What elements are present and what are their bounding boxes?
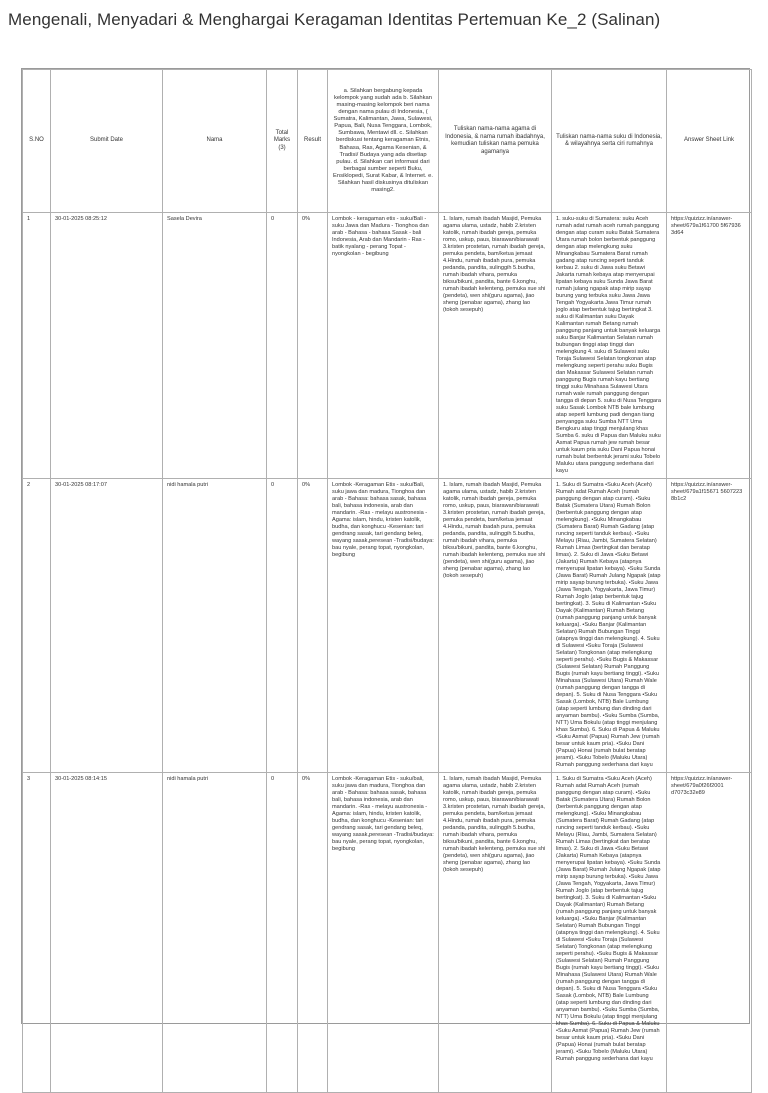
cell-sno: 2 xyxy=(23,479,51,773)
cell-name: nidi hamala putri xyxy=(163,479,267,773)
cell-answer-3: 1. Suku di Sumatra •Suku Aceh (Aceh) Rumah adat Rumah Aceh (rumah panggung dengan atap curam). •Suku Batak (Sumatera Utara) Rumah Bolon (berbentuk panggung dengan atap melengkung). •Suku Minangkabau (Sumatera Barat) Rumah Gadang (atap runcing seperti tanduk kerbau). •Suku Melayu (Riau, Jambi, Sumatera Selatan) Rumah Limas (bertingkat dan beratap limas). 2. Suku di Jawa •Suku Betawi (Jakarta) Rumah Kebaya (atapnya menyerupai lipatan kebaya). •Suku Sunda (Jawa Barat) Rumah Julang Ngapak (atap mirip sayap burung terbuka). •Suku Jawa (Jawa Tengah, Yogyakarta, Jawa Timur) Rumah Joglo (atap berbentuk tajug bertingkat). 3. Suku di Kalimantan •Suku Dayak (Kalimantan) Rumah Betang (rumah panggung panjang untuk banyak keluarga). •Suku Banjar (Kalimantan Selatan) Rumah Bubungan Tinggi (atapnya tinggi dan melengkung). 4. Suku di Sulawesi •Suku Toraja (Sulawesi Selatan) Tongkonan (atap melengkung seperti perahu). •Suku Bugis & Makassar (Sulawesi Selatan) Rumah Panggung Bugis (rumah kayu bertiang tinggi). •Suku Minahasa (Sulawesi Utara) Rumah Wale (rumah panggung dengan tangga di depan). 5. Suku di Nusa Tenggara •Suku Sasak (Lombok, NTB) Bale Lumbung (atap seperti lumbung dan dinding dari anyaman bambu). •Suku Sumba (Sumba, NTT) Uma Bokulu (atap tinggi menjulang khas Sumba). 6. Suku di Papua & Maluku •Suku Asmat (Papua) Rumah Jew (rumah besar untuk kaum pria). •Suku Dani (Papua) Honai (rumah bulat beratap jerami). •Suku Tobelo (Maluku Utara) Rumah panggung sederhana dari kayu xyxy=(552,773,667,1093)
cell-marks: 0 xyxy=(267,213,298,479)
table-row xyxy=(23,213,752,479)
table-row xyxy=(23,773,752,1093)
cell-marks: 0 xyxy=(267,773,298,1093)
cell-name: nidi hamala putri xyxy=(163,773,267,1093)
col-submit-date: Submit Date xyxy=(51,70,163,213)
cell-marks: 0 xyxy=(267,479,298,773)
cell-name: Sasela Devira xyxy=(163,213,267,479)
col-answer-sheet-link: Answer Sheet Link xyxy=(667,70,752,213)
cell-answer-3: 1. Suku di Sumatra •Suku Aceh (Aceh) Rumah adat Rumah Aceh (rumah panggung dengan atap curam). •Suku Batak (Sumatera Utara) Rumah Bolon (berbentuk panggung dengan atap melengkung). •Suku Minangkabau (Sumatera Barat) Rumah Gadang (atap runcing seperti tanduk kerbau). •Suku Melayu (Riau, Jambi, Sumatera Selatan) Rumah Limas (bertingkat dan beratap limas). 2. Suku di Jawa •Suku Betawi (Jakarta) Rumah Kebaya (atapnya menyerupai lipatan kebaya). •Suku Sunda (Jawa Barat) Rumah Julang Ngapak (atap mirip sayap burung terbuka). •Suku Jawa (Jawa Tengah, Yogyakarta, Jawa Timur) Rumah Joglo (atap berbentuk tajug bertingkat). 3. Suku di Kalimantan •Suku Dayak (Kalimantan) Rumah Betang (rumah panggung panjang untuk banyak keluarga). •Suku Banjar (Kalimantan Selatan) Rumah Bubungan Tinggi (atapnya tinggi dan melengkung). 4. Suku di Sulawesi •Suku Toraja (Sulawesi Selatan) Tongkonan (atap melengkung seperti perahu). •Suku Bugis & Makassar (Sulawesi Selatan) Rumah Panggung Bugis (rumah kayu bertiang tinggi). •Suku Minahasa (Sulawesi Utara) Rumah Wale (rumah panggung dengan tangga di depan). 5. Suku di Nusa Tenggara •Suku Sasak (Lombok, NTB) Bale Lumbung (atap seperti lumbung dan dinding dari anyaman bambu). •Suku Sumba (Sumba, NTT) Uma Bokulu (atap tinggi menjulang khas Sumba). 6. Suku di Papua & Maluku •Suku Asmat (Papua) Rumah Jew (rumah besar untuk kaum pria). •Suku Dani (Papua) Honai (rumah bulat beratap jerami). •Suku Tobelo (Maluku Utara) Rumah panggung sederhana dari kayu xyxy=(552,479,667,773)
cell-submit-date: 30-01-2025 08:14:15 xyxy=(51,773,163,1093)
col-question-2: Tuliskan nama-nama agama di Indonesia, & nama rumah ibadahnya, kemudian tuliskan nama pemuka agamanya xyxy=(439,70,552,213)
cell-answer-sheet-link[interactable]: https://quizizz.in/answer-sheet/679a1f15671 5607223 8b1c2 xyxy=(667,479,752,773)
report-table xyxy=(22,69,752,1093)
cell-answer-1: Lombok -Keragaman Etis - suku/Bali, suku jawa dan madura, Tionghoa dan arab - Bahasa: bahasa sasak, bahasa bali, bahasa indonesia, arab dan mandarin. -Ras - melayu austronesia - Agama: islam, hindu, kristen katolik, budha, dan konghucu -Kesenian: tari gendrang sasak, tari gendang beleq, wayang sasak,peresean -Tradisi/budaya: bau nyale, perang topat, nyongkolan, begibung xyxy=(328,479,439,773)
col-question-1: a. Silahkan bergabung kepada kelompok yang sudah ada b. Silahkan masing-masing kelompok beri nama dengan nama pulau di Indonesia, ( Sumatra, Kalimantan, Jawa, Sulawesi, Papua, Bali, Nusa Tenggara, Lombok, Sumbawa, Mentawi dll. c. Silahkan berdiskusi tentang keragaman Etnis, Bahasa, Ras, Agama Kesenian, & Tradisi/ Budaya yang ada disetiap pulau. d. Silahkan cari informasi dari berbagai sumber seperti Buku, Ensiklopedi, Surat Kabar, & Internet. e. Silahkan hasil diskusinya dituliskan masing2. xyxy=(328,70,439,213)
table-row xyxy=(23,479,752,773)
cell-sno: 1 xyxy=(23,213,51,479)
cell-result: 0% xyxy=(298,479,328,773)
page-title: Mengenali, Menyadari & Menghargai Keragaman Identitas Pertemuan Ke_2 (Salinan) xyxy=(8,10,661,29)
col-result: Result xyxy=(298,70,328,213)
cell-result: 0% xyxy=(298,773,328,1093)
cell-submit-date: 30-01-2025 08:17:07 xyxy=(51,479,163,773)
report-sheet xyxy=(21,68,750,1062)
cell-result: 0% xyxy=(298,213,328,479)
cell-submit-date: 30-01-2025 08:25:12 xyxy=(51,213,163,479)
cell-answer-3: 1. suku-suku di Sumatera: suku Aceh rumah adat rumah aceh rumah panggung dengan atap curam suku Batak Sumatera Utara rumah bolon berbentuk panggung dengan atap melengkung suku Minangkabau Sumatera Barat rumah gadang atap runcing seperti tanduk kerbau 2. suku di Jawa suku Betawi Jakarta rumah kebaya atap menyerupai lipatan kebaya suku Sunda Jawa Barat rumah julang ngapak atap mirip sayap burung yang terbuka suku Jawa Jawa Tengah Yogyakarta Jawa Timur rumah joglo atap berbentuk tajug bertingkat 3. suku di Kalimantan suku Dayak Kalimantan rumah Betang rumah panggung panjang untuk banyak keluarga suku Banjar Kalimantan Selatan rumah bubungan tinggi atap tinggi dan melengkung 4. suku di Sulawesi suku Toraja Sulawesi Selatan tongkonan atap melengkung seperti perahu suku Bugis dan Makassar Sulawesi Selatan rumah panggung Bugis rumah kayu bertiang tinggi suku Minahasa Sulawesi Utara rumah wale rumah panggung dengan tangga di depan 5. suku di Nusa Tenggara suku Sasak Lombok NTB bale lumbung atap seperti lumbung padi dengan tiang penyangga suku Sumba NTT Uma Bengkuru atap tinggi menjulang khas Sumba 6. suku di Papua dan Maluku suku Asmat Papua rumah jew rumah besar untuk kaum pria suku Dani Papua honai rumah bulat berbentuk jerami suku Tobelo Maluku utara panggung sederhana dari kayu xyxy=(552,213,667,479)
cell-answer-1: Lombok -Keragaman Etis - suku/bali, suku jawa dan madura, Tionghoa dan arab - Bahasa: bahasa sasak, bahasa bali, bahasa indonesia, arab dan mandarin. -Ras - melayu austronesia - Agama: islam, hindu, kristen katolik, budha, dan konghucu -Kesenian: tari gendrang sasak, tari gendang beleq, wayang sasak,peresean -Tradisi/budaya: bau nyale, perang topat, nyongkolan, begibung xyxy=(328,773,439,1093)
col-sno: S.NO xyxy=(23,70,51,213)
cell-answer-2: 1. Islam, rumah ibadah Masjid, Pemuka agama ulama, ustadz, habib 2.kristen katolik, rumah ibadah gereja, pemuka romo, uskup, paus, biarawan/biarawati 3.kristen prostetan, rumah ibadah gereja, pemuka pendeta, bam/ketua jemaat 4.Hindu, rumah ibadah pura, pemuka pedanda, pandita, sulinggih 5.budha, rumah ibadah vihara, pemuka biksu/bikuni, pandita, bante 6.konghu, rumah ibadah kelenteng, pemuka xue shi (pendeta), wen shi(guru agama), jiao sheng (penabar agama), zhang lao (tokoh sesepuh) xyxy=(439,773,552,1093)
cell-answer-2: 1. Islam, rumah ibadah Masjid, Pemuka agama ulama, ustadz, habib 2.kristen katolik, rumah ibadah gereja, pemuka romo, uskup, paus, biarawan/biarawati 3.kristen prostetan, rumah ibadah gereja, pemuka pendeta, bam/ketua jemaat 4.Hindu, rumah ibadah pura, pemuka pedanda, pandita, sulinggih 5.budha, rumah ibadah vihara, pemuka biksu/bikuni, pandita, bante 6.konghu, rumah ibadah kelenteng, pemuka xue shi (pendeta), wen shi(guru agama), jiao sheng (penabar agama), zhang lao (tokoh sesepuh) xyxy=(439,213,552,479)
cell-answer-2: 1. Islam, rumah ibadah Masjid, Pemuka agama ulama, ustadz, habib 2.kristen katolik, rumah ibadah gereja, pemuka romo, uskup, paus, biarawan/biarawati 3.kristen prostetan, rumah ibadah gereja, pemuka pendeta, bam/ketua jemaat 4.Hindu, rumah ibadah pura, pemuka pedanda, pandita, sulinggih 5.budha, rumah ibadah vihara, pemuka biksu/bikuni, pandita, bante 6.konghu, rumah ibadah kelenteng, pemuka xue shi (pendeta), wen shi(guru agama), jiao sheng (penabar agama), zhang lao (tokoh sesepuh) xyxy=(439,479,552,773)
cell-answer-sheet-link[interactable]: https://quizizz.in/answer-sheet/679a1f61700 5f67936 3d64 xyxy=(667,213,752,479)
cell-sno: 3 xyxy=(23,773,51,1093)
cell-answer-1: Lombok - keragaman etis - suku/Bali - suku Jawa dan Madura - Tionghoa dan arab - Bahasa - bahasa Sasak - bali Indonesia, Arab dan Mandarin - Ras - batik nyalang - perang Topat - nyongkolan - begibung xyxy=(328,213,439,479)
col-name: Nama xyxy=(163,70,267,213)
cell-answer-sheet-link[interactable]: https://quizizz.in/answer-sheet/679a0f26f2001 d7073c32e89 xyxy=(667,773,752,1093)
col-total-marks: Total Marks (3) xyxy=(267,70,298,213)
table-header xyxy=(23,70,752,213)
col-question-3: Tuliskan nama-nama suku di Indonesia, & wilayahnya serta ciri rumahnya xyxy=(552,70,667,213)
